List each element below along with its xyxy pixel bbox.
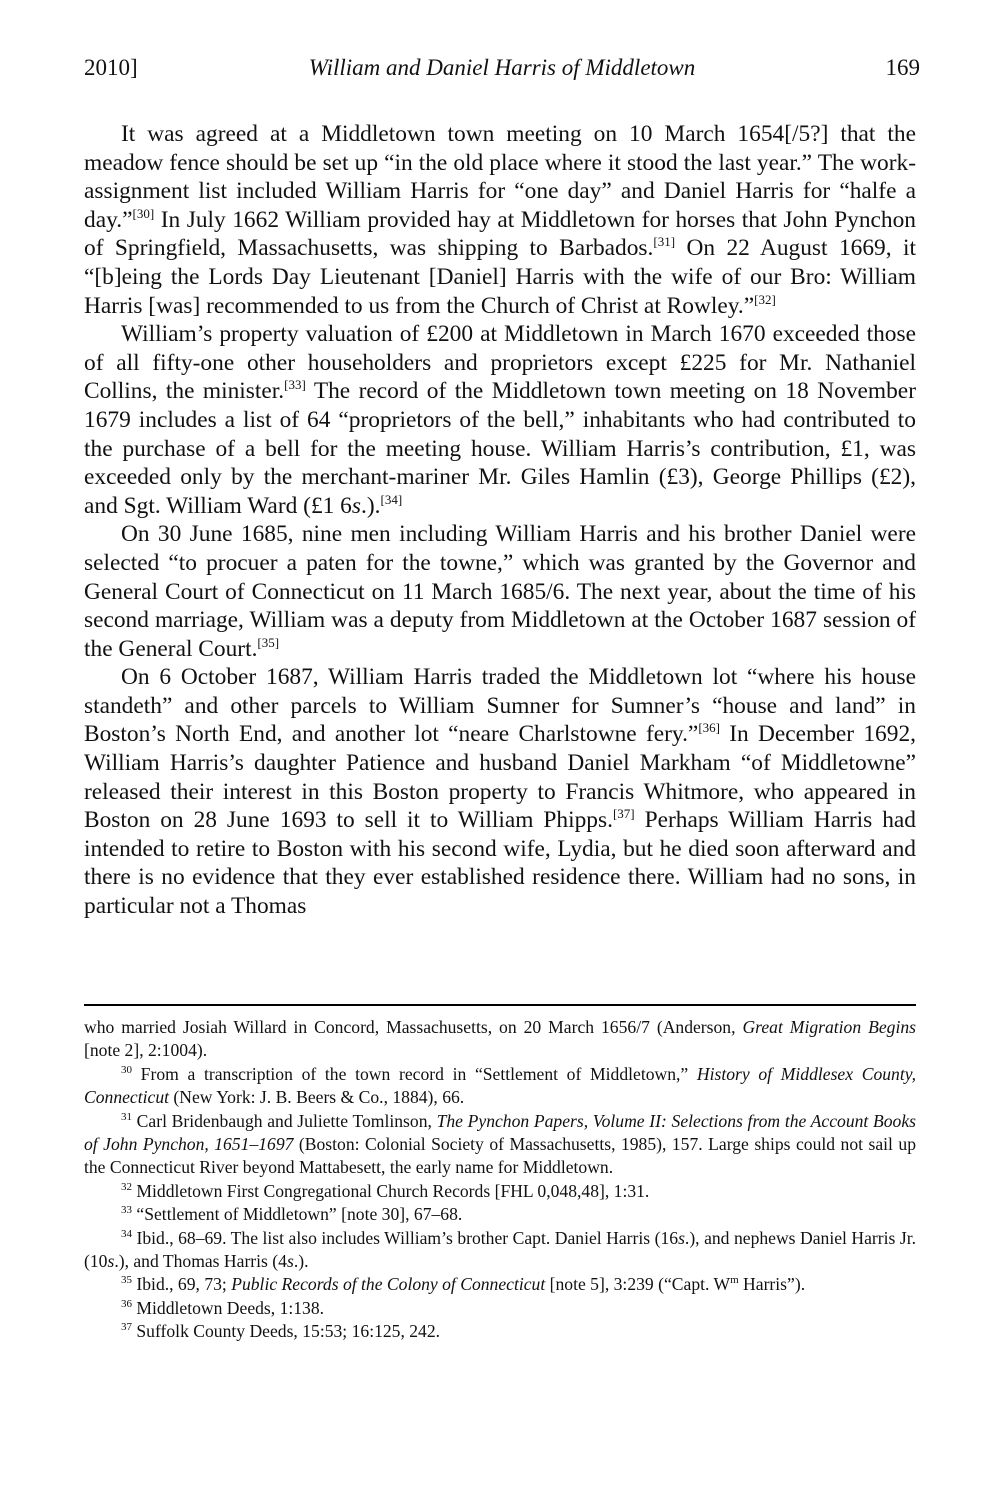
footnote-ref-34[interactable]: [34] <box>380 491 403 507</box>
footnote-separator <box>84 1004 916 1006</box>
footnote-31: $^{31}$ Carl Bridenbaugh and Juliette Tomlinson, The Pynchon Papers, Volume II: Selections from the Account Books of John Pynchon, 1651–1697 (Boston: Colonial Society of Massachusetts, 1985), 157. Large ships could not sail up the Connecticut River beyond Mattabesett, the early name for Middletown. <box>84 1110 916 1178</box>
footnote-30: $^{30}$ From a transcription of the town record in “Settlement of Middletown,” History of Middlesex County, Connecticut (New York: J. B. Beers & Co., 1884), 66. <box>84 1063 916 1108</box>
footnote-32: $^{32}$ Middletown First Congregational Church Records [FHL 0,048,48], 1:31. <box>121 1180 650 1201</box>
footnote-ref-35[interactable]: [35] <box>257 634 280 650</box>
footnote-ref-31[interactable]: [31] <box>653 234 676 250</box>
footnote-33: $^{33}$ “Settlement of Middletown” [note 30], 67–68. <box>121 1204 463 1225</box>
running-header <box>84 48 920 88</box>
footnote-37: $^{37}$ Suffolk County Deeds, 15:53; 16:125, 242. <box>121 1321 441 1342</box>
paragraph-1: It was agreed at a Middletown town meeting on 10 March 1654[/5?] that the meadow fence should be set up “in the old place where it stood the last year.” The work-assignment list included William Harris for “one day” and Daniel Harris for “halfe a day.”[30] In July 1662 William provided hay at Middletown for horses that John Pynchon of Springfield, Massachusetts, was shipping to Barbados.[31] On 22 August 1669, it “[b]eing the Lords Day Lieutenant [Daniel] Harris with the wife of our Bro: William Harris [was] recommended to us from the Church of Christ at Rowley.”[32] <box>84 121 916 319</box>
footnote-ref-32[interactable]: [32] <box>754 291 776 307</box>
body-text <box>84 120 916 921</box>
footnote-ref-37[interactable]: [37] <box>612 806 635 822</box>
running-title: William and Daniel Harris of Middletown <box>308 55 696 80</box>
footnotes <box>84 1016 916 1344</box>
paragraph-4: On 6 October 1687, William Harris traded the Middletown lot “where his house standeth” and other parcels to William Sumner for Sumner’s “house and land” in Boston’s North End, and another lot “neare Charlstowne fery.”[36] In December 1692, William Harris’s daughter Patience and husband Daniel Markham “of Middletowne” released their interest in this Boston property to Francis Whitmore, who appeared in Boston on 28 June 1693 to sell it to William Phipps.[37] Perhaps William Harris had intended to retire to Boston with his second wife, Lydia, but he died soon afterward and there is no evidence that they ever established residence there. William had no sons, in particular not a Thomas <box>84 664 917 920</box>
footnote-34: $^{34}$ Ibid., 68–69. The list also includes William’s brother Capt. Daniel Harris (16s.), and nephews Daniel Harris Jr. (10s.), and Thomas Harris (4s.). <box>84 1227 916 1272</box>
paragraph-2: William’s property valuation of £200 at Middletown in March 1670 exceeded those of all fifty-one other householders and proprietors except £225 for Mr. Nathaniel Collins, the minister.[33] The record of the Middletown town meeting on 18 November 1679 includes a list of 64 “proprietors of the bell,” inhabitants who had contributed to the purchase of a bell for the meeting house. William Harris’s contribution, £1, was exceeded only by the merchant-mariner Mr. Giles Hamlin (£3), George Phillips (£2), and Sgt. William Ward (£1 6s.).[34] <box>84 321 916 519</box>
footnote-ref-30[interactable]: [30] <box>132 205 155 221</box>
footnote-29-continued: who married Josiah Willard in Concord, Massachusetts, on 20 March 1656/7 (Anderson, Great Migration Begins [note 2], 2:1004). <box>84 1017 916 1061</box>
footnote-36: $^{36}$ Middletown Deeds, 1:138. <box>121 1297 325 1318</box>
volume-year: 2010] <box>84 55 138 80</box>
footnote-ref-33[interactable]: [33] <box>284 377 306 393</box>
footnote-ref-36[interactable]: [36] <box>698 720 720 736</box>
page-number: 169 <box>885 55 920 80</box>
footnote-35: $^{35}$ Ibid., 69, 73; Public Records of the Colony of Connecticut [note 5], 3:239 (“Capt. $W^m$ Harris”). <box>121 1274 806 1295</box>
paragraph-3: On 30 June 1685, nine men including William Harris and his brother Daniel were selected “to procuer a paten for the towne,” which was granted by the Governor and General Court of Connecticut on 11 March 1685/6. The next year, about the time of his second marriage, William was a deputy from Middletown at the October 1687 session of the General Court.[35] <box>84 521 916 662</box>
